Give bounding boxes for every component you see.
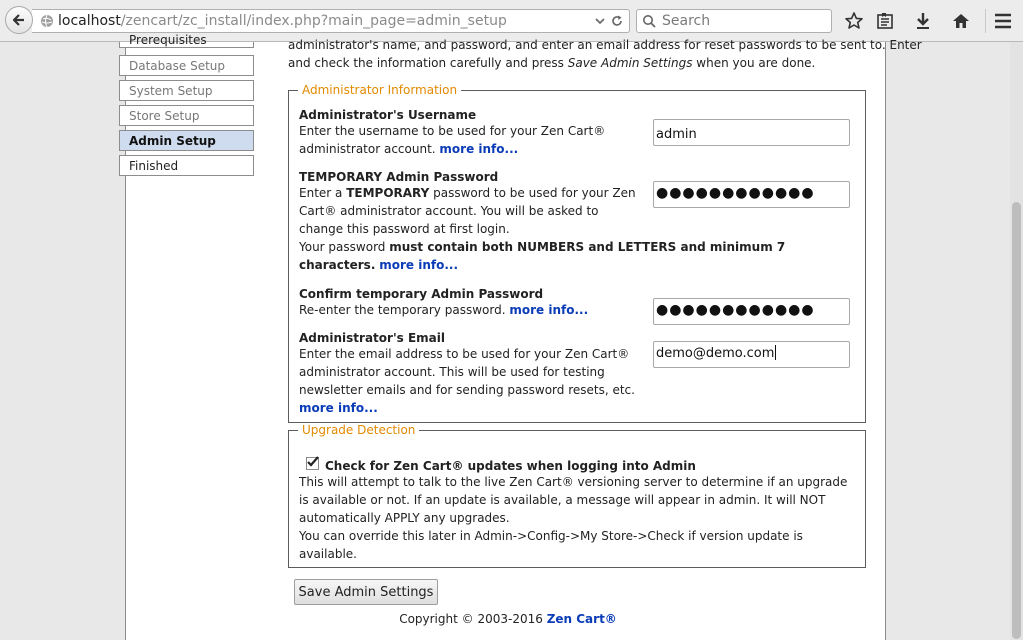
nav-step-store-setup[interactable] xyxy=(119,105,254,126)
url-text xyxy=(58,13,507,29)
temp-password-field[interactable]: ●●●●●●●●●●●● xyxy=(653,181,850,208)
upgrade-fieldset xyxy=(288,423,866,568)
confirm-password-more-info-link[interactable]: more info... xyxy=(509,303,589,317)
username-field[interactable] xyxy=(653,119,850,146)
address-bar[interactable] xyxy=(32,9,630,33)
toolbar-separator xyxy=(985,9,986,33)
username-desc xyxy=(299,122,649,158)
back-arrow-icon xyxy=(11,12,27,28)
reload-icon[interactable] xyxy=(610,14,624,28)
email-desc-text: Enter the email address to be used for your Zen Cart® administrator account. This will be used for testing newsletter emails and for sending password resets, etc. xyxy=(299,347,635,397)
url-path: /zencart/zc_install/index.php?main_page=admin_setup xyxy=(120,13,507,29)
nav-step-admin-setup[interactable] xyxy=(119,130,254,151)
intro-line-1: administrator's name, and password, and enter an email address for reset passwords to be sent to. Enter xyxy=(288,38,922,52)
hamburger-menu-icon[interactable] xyxy=(993,11,1013,31)
save-admin-settings-button[interactable]: Save Admin Settings xyxy=(294,579,438,605)
brand-link[interactable]: Zen Cart® xyxy=(546,612,617,626)
username-desc-text: Enter the username to be used for your Zen Cart® administrator account. xyxy=(299,124,606,156)
copyright-text: Copyright © 2003-2016 xyxy=(399,612,547,626)
back-button[interactable] xyxy=(5,6,33,34)
intro-emphasis: Save Admin Settings xyxy=(567,56,693,70)
nav-step-database-setup[interactable] xyxy=(119,55,254,76)
checkmark-icon xyxy=(306,455,319,468)
nav-step-label: Database Setup xyxy=(129,59,225,73)
email-field[interactable] xyxy=(653,341,850,368)
nav-step-label: Finished xyxy=(129,159,179,173)
copyright-footer xyxy=(288,612,728,626)
temp-password-desc-text: password to be used for your Zen Cart® administrator account. You will be asked to change this password at first login. xyxy=(299,186,636,236)
email-more-info-link[interactable]: more info... xyxy=(299,401,378,415)
temp-password-more-info-link[interactable]: more info... xyxy=(379,258,458,272)
intro-text-part: and check the information carefully and press xyxy=(288,56,568,70)
nav-step-label: Admin Setup xyxy=(129,134,216,148)
nav-step-label: Prerequisites xyxy=(129,33,207,47)
update-check-label[interactable]: Check for Zen Cart® updates when logging into Admin xyxy=(325,459,696,473)
confirm-password-desc xyxy=(299,301,649,319)
email-field-value: demo@demo.com xyxy=(656,346,775,361)
intro-text-part: when you are done. xyxy=(692,56,816,70)
password-rule-bold: must contain both NUMBERS and LETTERS and minimum 7 characters. xyxy=(299,240,786,272)
scrollbar-thumb[interactable] xyxy=(1012,202,1021,639)
bookmark-star-icon[interactable] xyxy=(844,11,864,31)
password-rule xyxy=(299,238,839,274)
intro-text xyxy=(288,38,922,72)
nav-step-system-setup[interactable] xyxy=(119,80,254,101)
password-rule-text: Your password xyxy=(299,240,390,254)
intro-line-2 xyxy=(288,54,878,72)
temp-password-label: TEMPORARY Admin Password xyxy=(299,170,499,184)
download-icon[interactable] xyxy=(913,11,933,31)
text-cursor xyxy=(775,345,776,360)
temp-password-desc xyxy=(299,184,644,238)
confirm-password-label: Confirm temporary Admin Password xyxy=(299,287,544,301)
chevron-down-icon[interactable] xyxy=(594,15,606,27)
username-more-info-link[interactable]: more info... xyxy=(439,142,519,156)
upgrade-desc: This will attempt to talk to the live Zen Cart® versioning server to determine if an upgrade is available or not. If an update is available, a message will appear in admin. It will NOT automatically APPLY any upgrades. xyxy=(299,475,848,525)
home-icon[interactable] xyxy=(951,11,971,31)
search-icon xyxy=(642,14,656,28)
nav-step-finished[interactable] xyxy=(119,155,254,176)
nav-step-label: Store Setup xyxy=(129,109,200,123)
admin-info-legend: Administrator Information xyxy=(298,83,461,98)
temp-password-desc-text: Enter a xyxy=(299,186,347,200)
globe-icon xyxy=(40,14,54,28)
search-placeholder: Search xyxy=(662,13,711,29)
search-bar[interactable] xyxy=(636,9,832,33)
update-check-checkbox[interactable] xyxy=(306,457,319,470)
url-host: localhost xyxy=(58,13,121,29)
email-label: Administrator's Email xyxy=(299,331,445,345)
nav-step-prerequisites[interactable] xyxy=(119,33,254,48)
temp-password-desc-bold: TEMPORARY xyxy=(346,186,430,200)
username-label: Administrator's Username xyxy=(299,108,477,122)
reading-list-icon[interactable] xyxy=(875,11,895,31)
upgrade-legend: Upgrade Detection xyxy=(298,423,419,438)
email-desc xyxy=(299,345,649,417)
admin-info-fieldset xyxy=(288,83,866,423)
page-scrollbar[interactable] xyxy=(1010,42,1023,640)
upgrade-override-note: You can override this later in Admin->Config->My Store->Check if version update is available. xyxy=(299,529,803,561)
confirm-password-desc-text: Re-enter the temporary password. xyxy=(299,303,506,317)
confirm-password-field[interactable]: ●●●●●●●●●●●● xyxy=(653,298,850,325)
nav-step-label: System Setup xyxy=(129,84,213,98)
